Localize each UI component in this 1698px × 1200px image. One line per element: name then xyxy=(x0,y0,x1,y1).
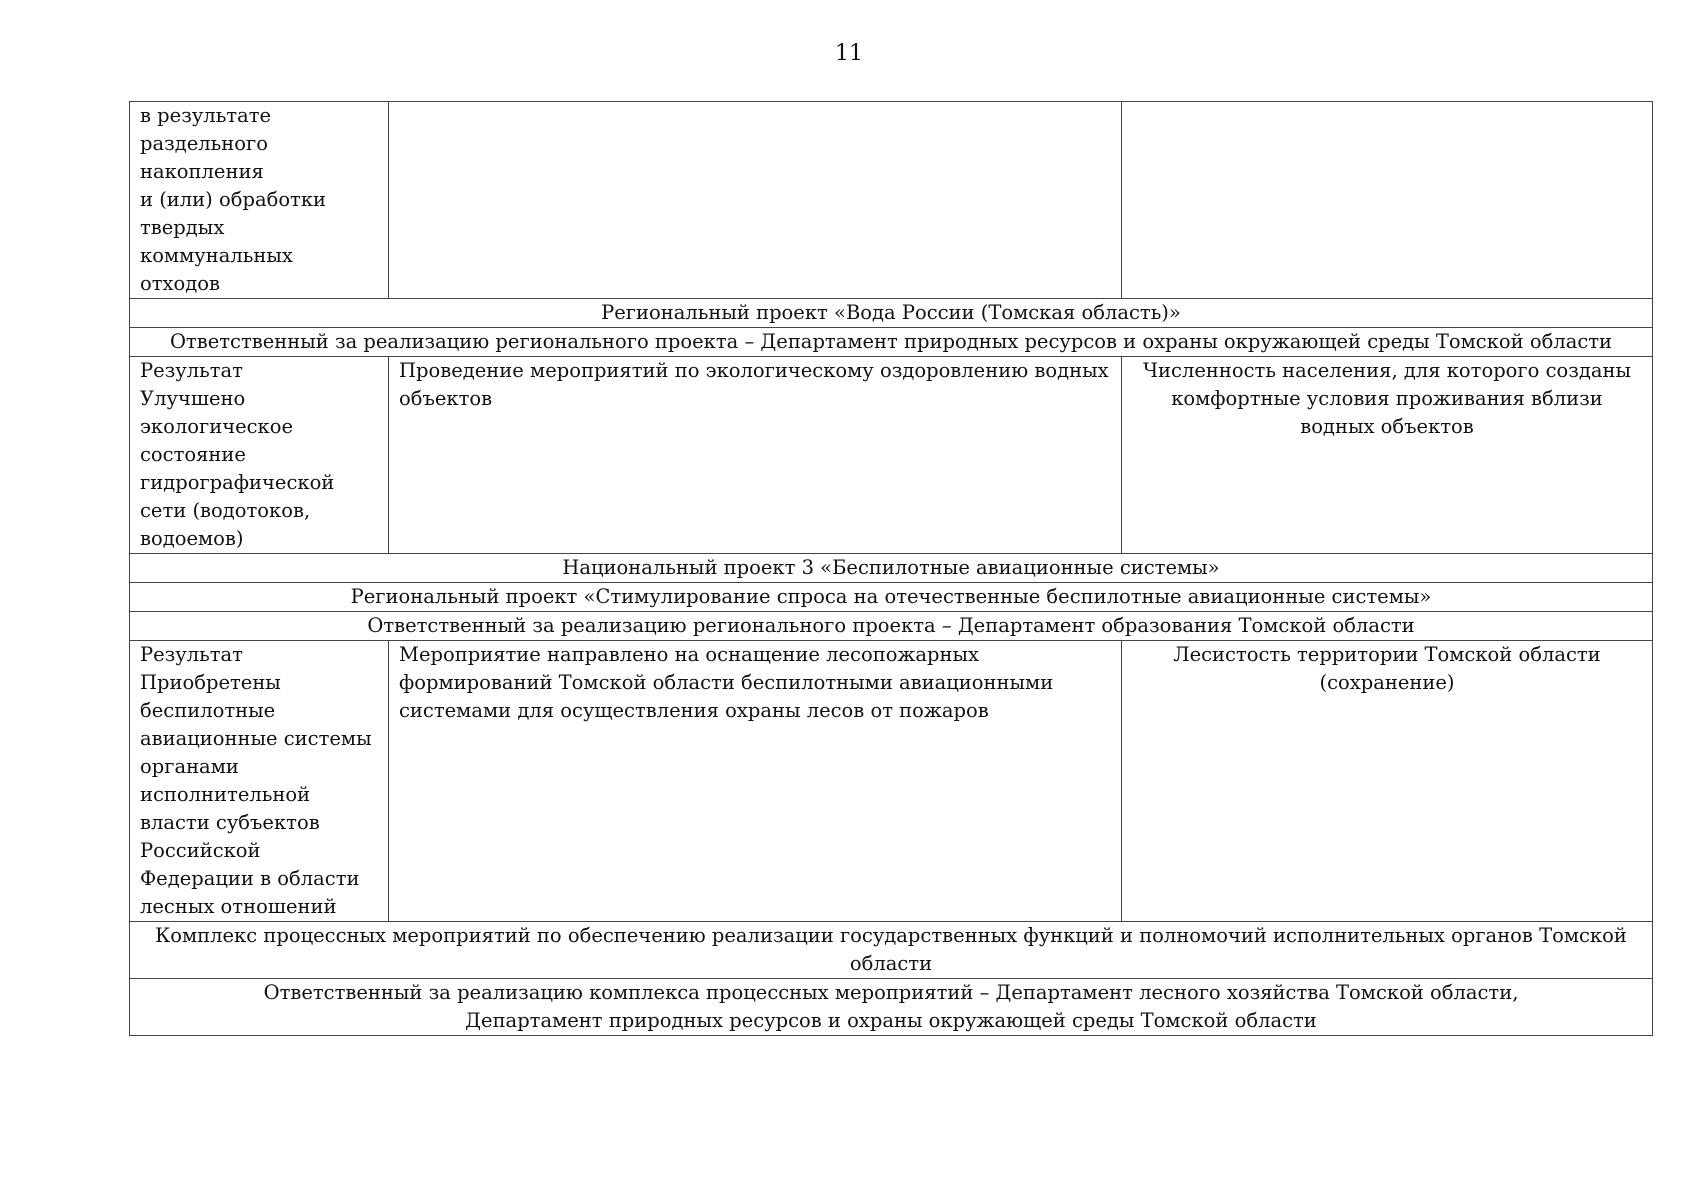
section-row xyxy=(130,554,1653,583)
section-row xyxy=(130,922,1653,979)
table-row xyxy=(130,357,1653,554)
process-complex-title: Комплекс процессных мероприятий по обеспечению реализации государственных функций и полномочий исполнительных органов Томской области xyxy=(130,922,1653,979)
table-row xyxy=(130,102,1653,299)
regional-project-title: Региональный проект «Вода России (Томская область)» xyxy=(130,299,1653,328)
section-row xyxy=(130,299,1653,328)
regional-project-title: Региональный проект «Стимулирование спроса на отечественные беспилотные авиационные системы» xyxy=(130,583,1653,612)
result-cell: в результате раздельного накопления и (или) обработки твердых коммунальных отходов xyxy=(130,102,389,299)
section-row xyxy=(130,979,1653,1036)
measure-cell xyxy=(389,102,1122,299)
page-number: 11 xyxy=(835,41,863,66)
result-cell: Результат Приобретены беспилотные авиационные системы органами исполнительной власти субъектов Российской Федерации в области лесных отношений xyxy=(130,641,389,922)
section-row xyxy=(130,612,1653,641)
section-row xyxy=(130,328,1653,357)
responsible-party: Ответственный за реализацию комплекса процессных мероприятий – Департамент лесного хозяйства Томской области, Департамент природных ресурсов и охраны окружающей среды Томской области xyxy=(130,979,1653,1036)
section-row xyxy=(130,583,1653,612)
responsible-party: Ответственный за реализацию регионального проекта – Департамент природных ресурсов и охраны окружающей среды Томской области xyxy=(130,328,1653,357)
measure-cell: Мероприятие направлено на оснащение лесопожарных формирований Томской области беспилотными авиационными системами для осуществления охраны лесов от пожаров xyxy=(389,641,1122,922)
table-row xyxy=(130,641,1653,922)
indicator-cell: Лесистость территории Томской области (сохранение) xyxy=(1122,641,1653,922)
measure-cell: Проведение мероприятий по экологическому оздоровлению водных объектов xyxy=(389,357,1122,554)
indicator-cell: Численность населения, для которого созданы комфортные условия проживания вблизи водных объектов xyxy=(1122,357,1653,554)
responsible-party: Ответственный за реализацию регионального проекта – Департамент образования Томской области xyxy=(130,612,1653,641)
measures-table xyxy=(129,101,1653,1036)
national-project-title: Национальный проект 3 «Беспилотные авиационные системы» xyxy=(130,554,1653,583)
result-cell: Результат Улучшено экологическое состояние гидрографической сети (водотоков, водоемов) xyxy=(130,357,389,554)
indicator-cell xyxy=(1122,102,1653,299)
